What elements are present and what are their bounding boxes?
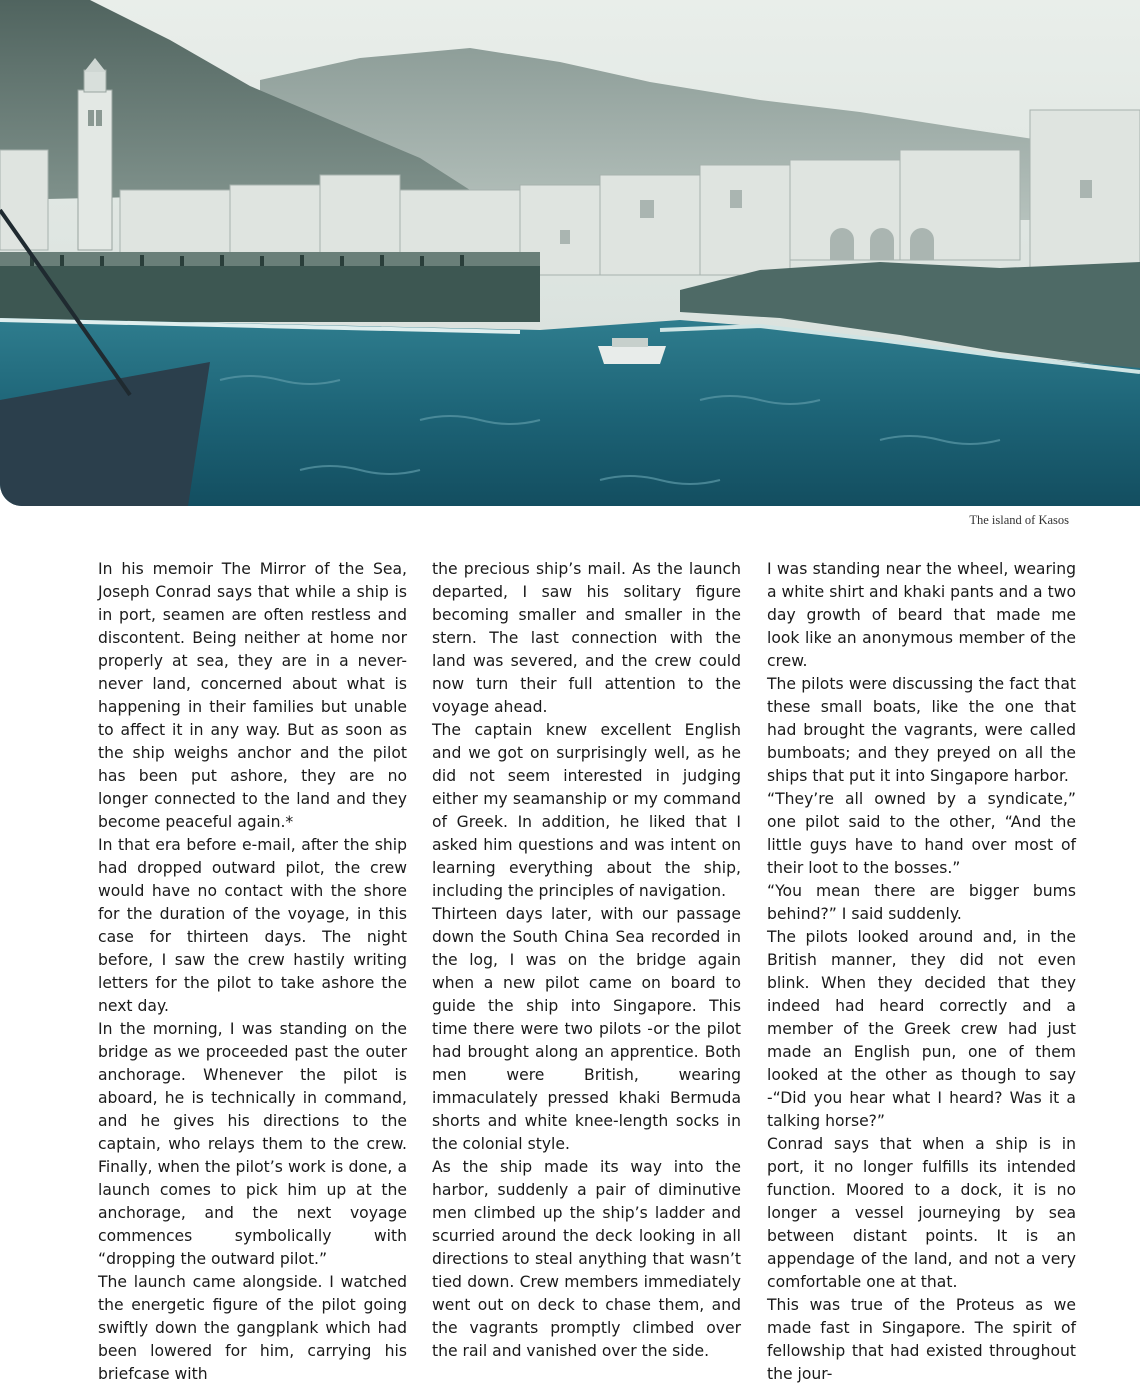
paragraph: I was standing near the wheel, wearing a white shirt and khaki pants and a two day growth of beard that made me look like an anonymous member of the crew. <box>767 560 1076 670</box>
paragraph: Thirteen days later, with our passage down the South China Sea recorded in the log, I was on the bridge again when a new pilot came on board to guide the ship into Singapore. This time there were two pilots -or the pilot had brought along an apprentice. Both men were British, wearing immaculately pressed khaki Bermuda shorts and white knee-length socks in the colonial style. <box>432 905 741 1153</box>
paragraph: The launch came alongside. I watched the energetic figure of the pilot going swiftly down the gangplank which had been lowered for him, carrying his briefcase with <box>98 1273 407 1383</box>
paragraph: In that era before e-mail, after the ship had dropped outward pilot, the crew would have no contact with the shore for the duration of the voyage, in this case for thirteen days. The night before, I saw the crew hastily writing letters for the pilot to take ashore the next day. <box>98 836 407 1015</box>
article-column-2 <box>432 558 741 1363</box>
paragraph: Conrad says that when a ship is in port, it no longer fulfills its intended function. Moored to a dock, it is no longer a vessel journeying by sea between distant points. It is an appendage of the land, and not a very comfortable one at that. <box>767 1135 1076 1291</box>
paragraph: “You mean there are bigger bums behind?” I said suddenly. <box>767 882 1076 923</box>
harbor-photo-illustration <box>0 0 1140 506</box>
paragraph: The pilots looked around and, in the British manner, they did not even blink. When they decided that they indeed had heard correctly and a member of the Greek crew had just made an English pun, one of them looked at the other as though to say -“Did you hear what I heard? Was it a talking horse?” <box>767 928 1076 1130</box>
photo-caption: The island of Kasos <box>969 513 1069 527</box>
paragraph: The captain knew excellent English and we got on surprisingly well, as he did not seem interested in judging either my seamanship or my command of Greek. In addition, he liked that I asked him questions and was intent on learning everything about the ship, including the principles of navigation. <box>432 721 741 900</box>
paragraph: In the morning, I was standing on the bridge as we proceeded past the outer anchorage. Whenever the pilot is aboard, he is technically in command, and he gives his directions to the captain, who relays them to the crew. Finally, when the pilot’s work is done, a launch comes to pick him up at the anchorage, and the next voyage commences symbolically with “dropping the outward pilot.” <box>98 1020 407 1268</box>
paragraph: the precious ship’s mail. As the launch departed, I saw his solitary figure becoming smaller and smaller in the stern. The last connection with the land was severed, and the crew could now turn their full attention to the voyage ahead. <box>432 560 741 716</box>
harbor-photo <box>0 0 1140 506</box>
paragraph: The pilots were discussing the fact that these small boats, like the one that had brought the vagrants, were called bumboats; and they preyed on all the ships that put it into Singapore harbor. <box>767 675 1076 785</box>
paragraph: “They’re all owned by a syndicate,” one pilot said to the other, “And the little guys have to hand over most of their loot to the bosses.” <box>767 790 1076 877</box>
paragraph: In his memoir The Mirror of the Sea, Joseph Conrad says that while a ship is in port, seamen are often restless and discontent. Being neither at home nor properly at sea, they are in a never-never land, concerned about what is happening in their families but unable to affect it in any way. But as soon as the ship weighs anchor and the pilot has been put ashore, they are no longer connected to the land and they become peaceful again.* <box>98 560 407 831</box>
article-column-3 <box>767 558 1076 1386</box>
article-column-1 <box>98 558 407 1386</box>
paragraph: As the ship made its way into the harbor, suddenly a pair of diminutive men climbed up the ship’s ladder and scurried around the deck looking in all directions to steal anything that wasn’t tied down. Crew members immediately went out on deck to chase them, and the vagrants promptly climbed over the rail and vanished over the side. <box>432 1158 741 1360</box>
paragraph: This was true of the Proteus as we made fast in Singapore. The spirit of fellowship that had existed throughout the jour- <box>767 1296 1076 1383</box>
